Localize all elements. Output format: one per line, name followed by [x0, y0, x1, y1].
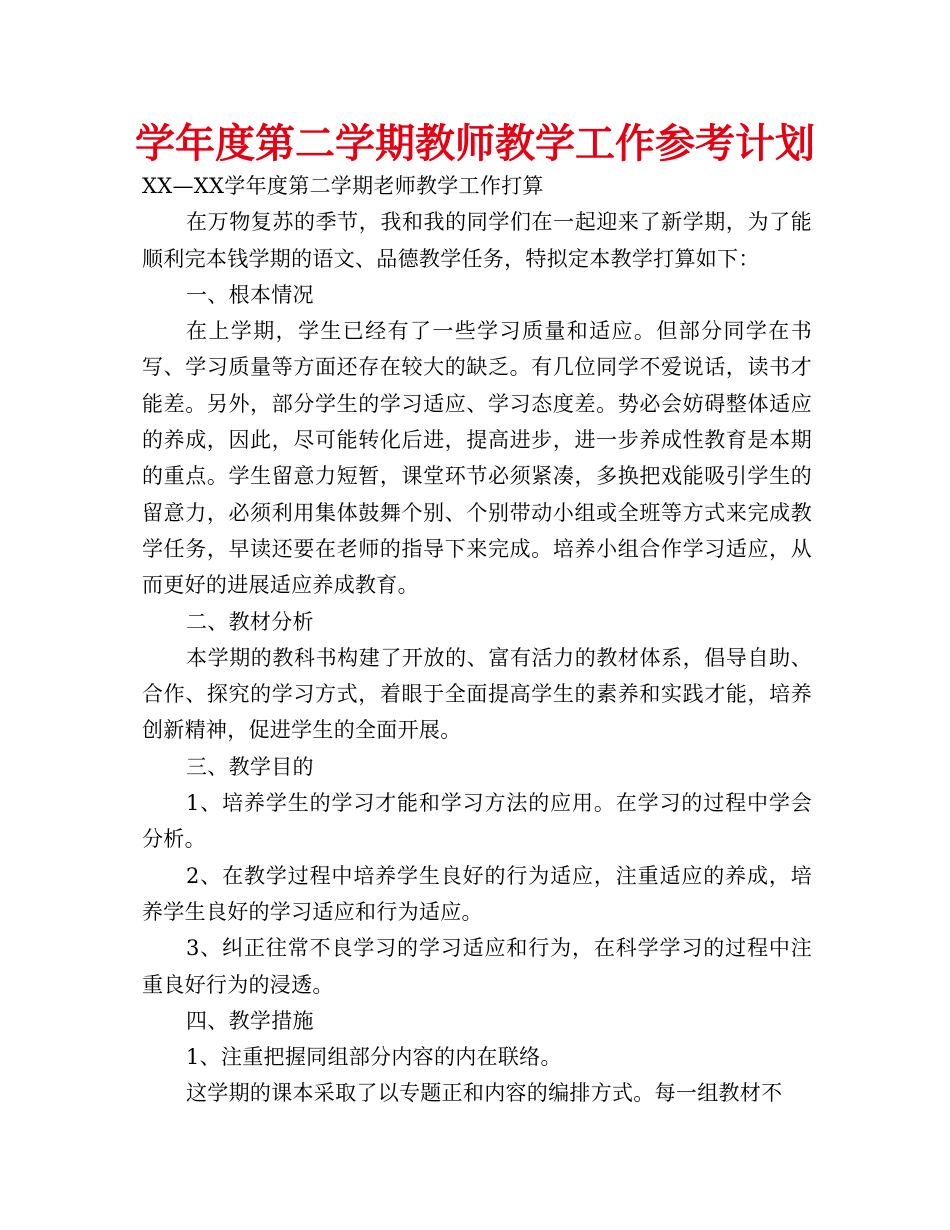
paragraph-goal-1: 1、培养学生的学习才能和学习方法的应用。在学习的过程中学会分析。	[142, 791, 812, 852]
section-heading-textbook-analysis: 二、教材分析	[186, 609, 314, 634]
paragraph-measure-1-detail: 这学期的课本采取了以专题正和内容的编排方式。每一组教材不	[186, 1081, 783, 1106]
paragraph-subtitle: XX—XX学年度第二学期老师教学工作打算	[142, 174, 544, 198]
paragraph-textbook-analysis: 本学期的教科书构建了开放的、富有活力的教材体系，倡导自助、合作、探究的学习方式，着眼于全面提高学生的素养和实践才能，培养创新精神，促进学生的全面开展。	[142, 645, 812, 743]
paragraph-measure-1: 1、注重把握同组部分内容的内在联络。	[186, 1045, 562, 1070]
section-heading-teaching-goals: 三、教学目的	[186, 754, 314, 779]
paragraph-goal-2: 2、在教学过程中培养学生良好的行为适应，注重适应的养成，培养学生良好的学习适应和行为适应。	[142, 863, 812, 924]
section-heading-basic-situation: 一、根本情况	[186, 282, 314, 307]
document-title: 学年度第二学期教师教学工作参考计划	[135, 121, 815, 167]
document-body	[142, 168, 812, 1112]
paragraph-basic-situation: 在上学期，学生已经有了一些学习质量和适应。但部分同学在书写、学习质量等方面还存在较大的缺乏。有几位同学不爱说话，读书才能差。另外，部分学生的学习适应、学习态度差。势必会妨碍整体适应的养成，因此，尽可能转化后进，提高进步，进一步养成性教育是本期的重点。学生留意力短暂，课堂环节必须紧凑，多换把戏能吸引学生的留意力，必须利用集体鼓舞个别、个别带动小组或全班等方式来完成教学任务，早读还要在老师的指导下来完成。培养小组合作学习适应，从而更好的进展适应养成教育。	[142, 319, 812, 598]
paragraph-goal-3: 3、纠正往常不良学习的学习适应和行为，在科学学习的过程中注重良好行为的浸透。	[142, 936, 812, 997]
section-heading-teaching-measures: 四、教学措施	[186, 1008, 314, 1033]
paragraph-intro: 在万物复苏的季节，我和我的同学们在一起迎来了新学期，为了能顺利完本钱学期的语文、品德教学任务，特拟定本教学打算如下：	[142, 210, 812, 271]
